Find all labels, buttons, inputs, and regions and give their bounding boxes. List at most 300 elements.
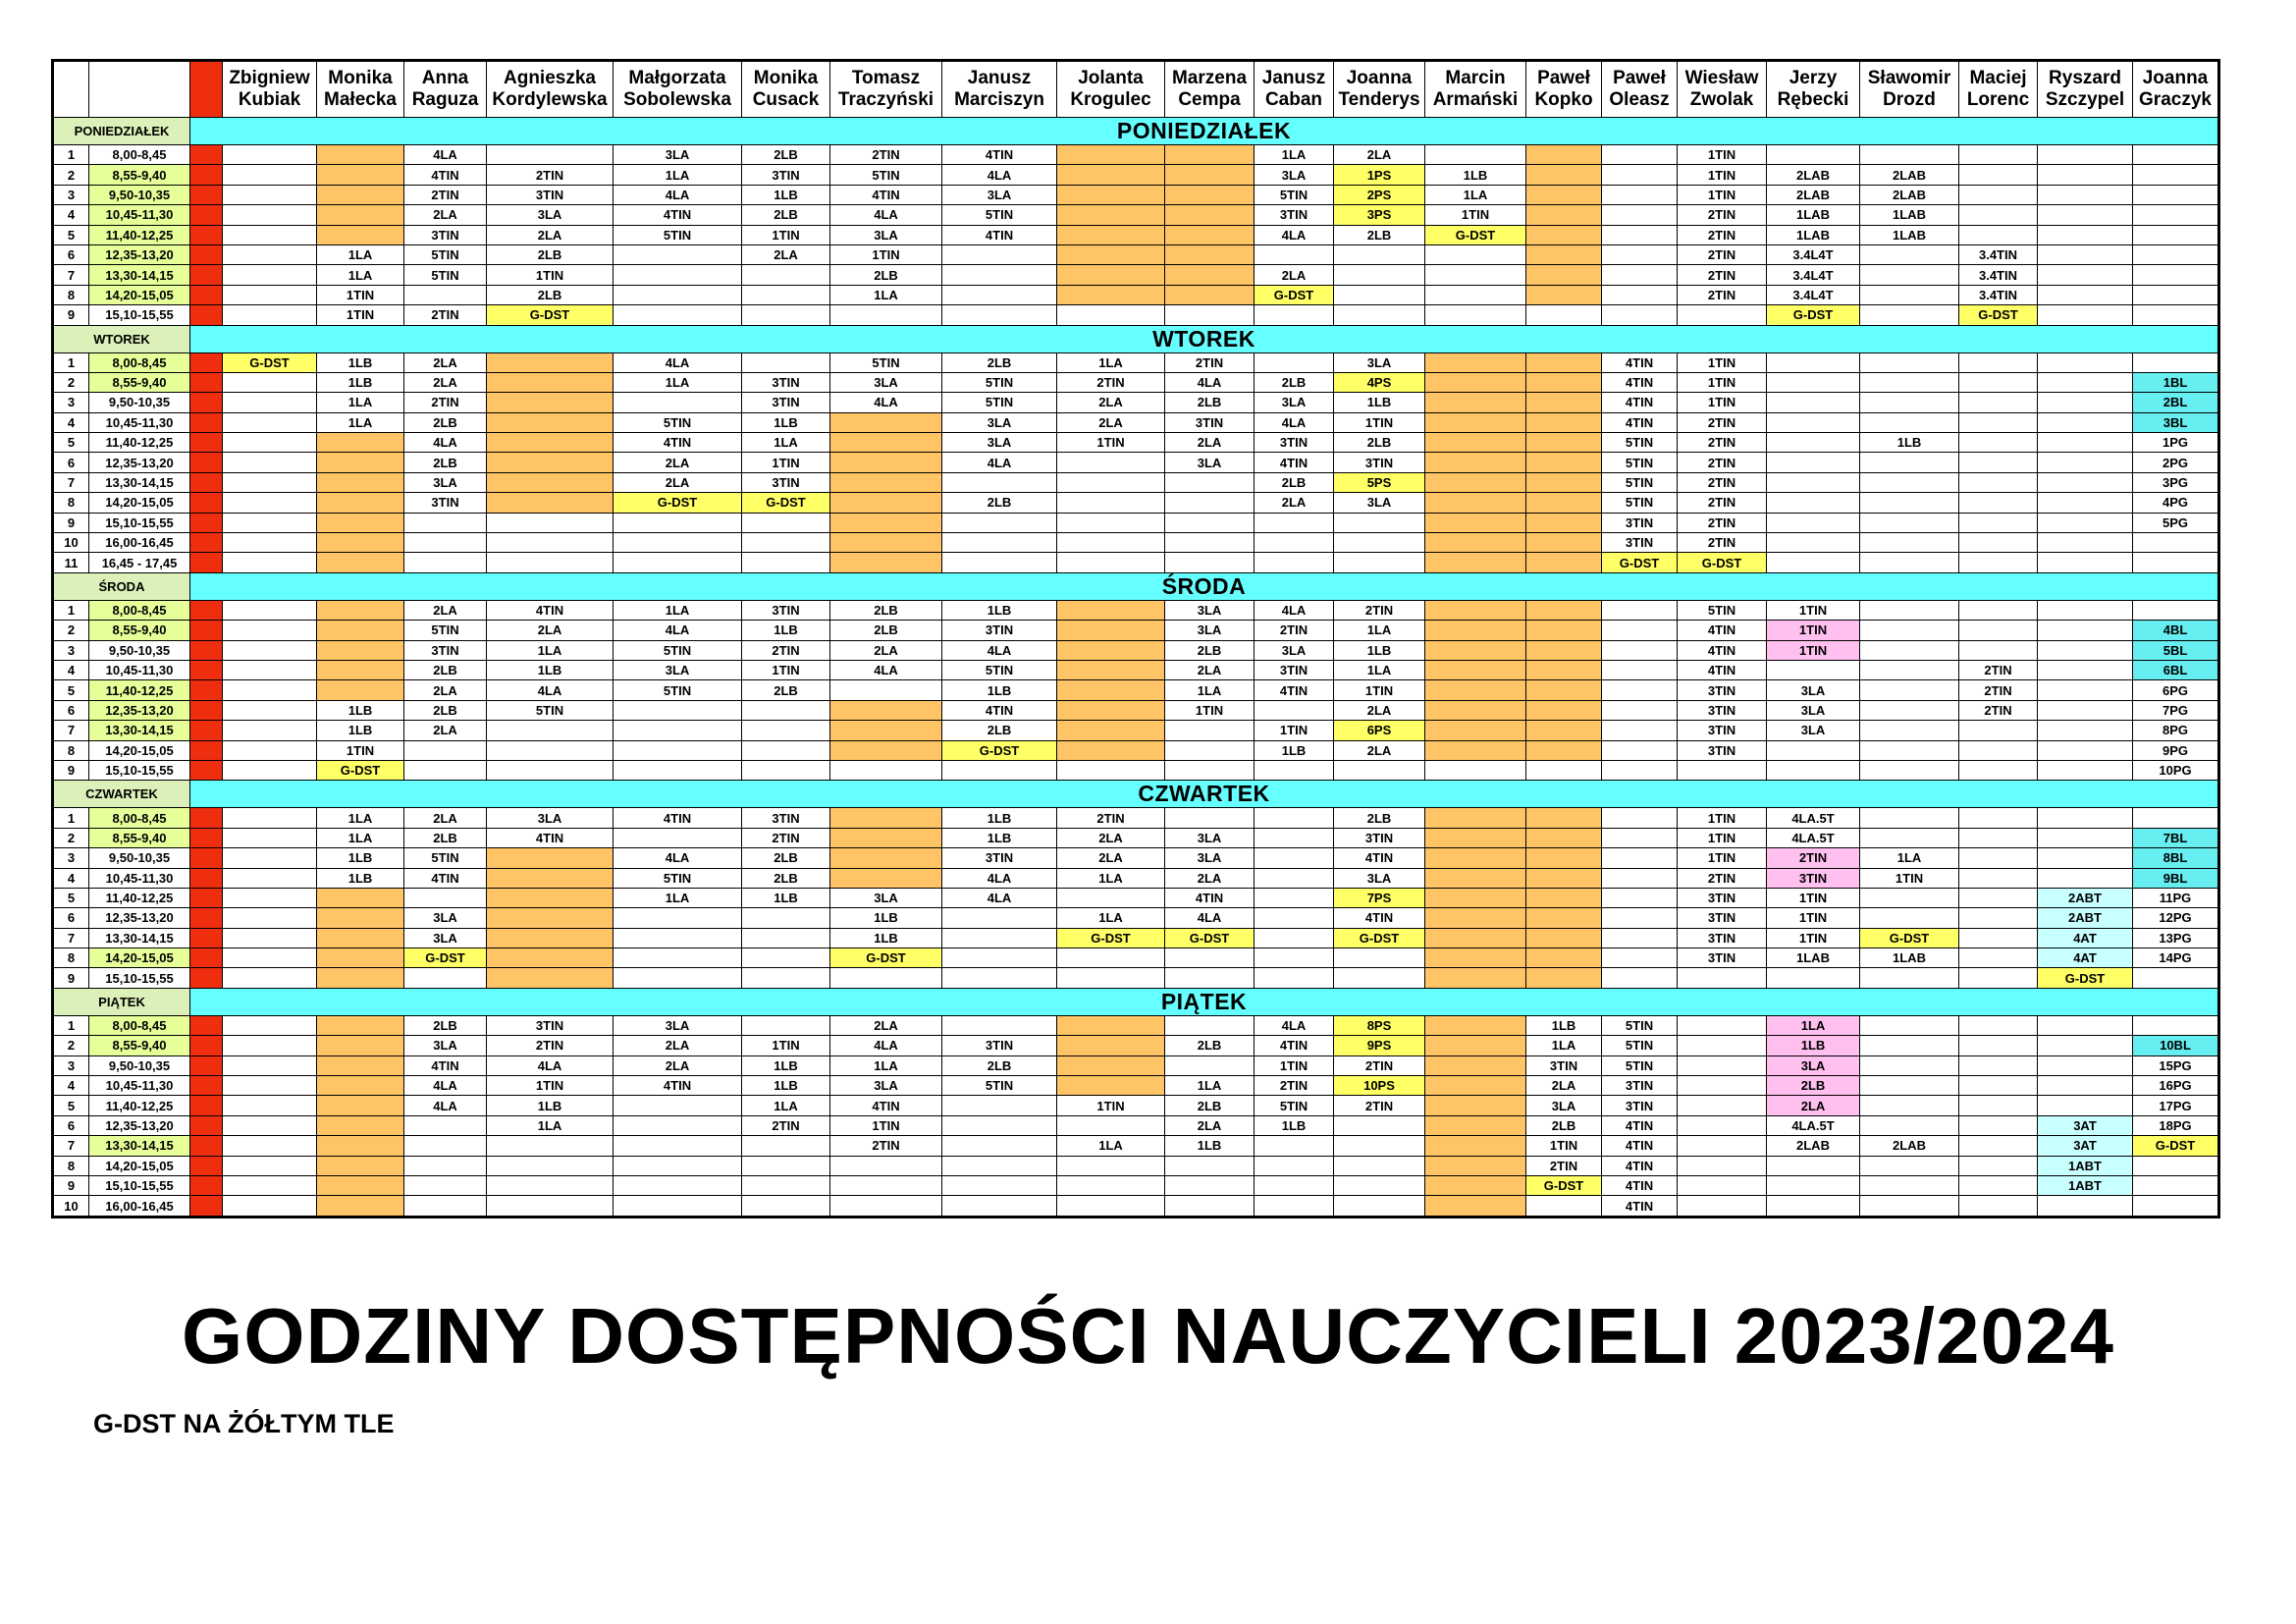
lesson-number: 1 [53, 352, 89, 372]
schedule-cell: 2LB [404, 660, 487, 679]
schedule-cell: 4PG [2133, 493, 2219, 513]
day-banner: ŚRODA [190, 572, 2219, 600]
schedule-cell: G-DST [223, 352, 317, 372]
schedule-cell: G-DST [2038, 968, 2133, 988]
schedule-cell: 5TIN [830, 165, 942, 185]
schedule-cell: 4TIN [614, 433, 742, 453]
lesson-time: 10,45-11,30 [89, 660, 190, 679]
table-row [53, 1196, 2219, 1217]
schedule-cell: 2LA [404, 372, 487, 392]
lesson-number: 3 [53, 185, 89, 204]
schedule-cell: 4LA [942, 165, 1057, 185]
teacher-last-name: Cusack [752, 89, 820, 110]
table-row [53, 453, 2219, 472]
schedule-cell: 3LA [614, 145, 742, 165]
schedule-cell [1959, 205, 2038, 225]
schedule-cell: 1LB [942, 828, 1057, 847]
schedule-cell [1526, 640, 1602, 660]
lesson-time: 11,40-12,25 [89, 1096, 190, 1115]
schedule-cell: 4TIN [614, 1076, 742, 1096]
table-row [53, 305, 2219, 325]
schedule-cell: 1LB [1334, 393, 1425, 412]
schedule-cell: 2LB [742, 145, 830, 165]
corner-cell-time [89, 61, 190, 118]
schedule-cell [1425, 433, 1526, 453]
schedule-cell [223, 513, 317, 532]
schedule-cell: 3LA [942, 185, 1057, 204]
schedule-cell [2133, 968, 2219, 988]
schedule-cell: 2TIN [1057, 372, 1165, 392]
schedule-cell [404, 553, 487, 572]
schedule-cell: 3LA [1526, 1096, 1602, 1115]
day-banner: WTOREK [190, 325, 2219, 352]
schedule-cell [1959, 553, 2038, 572]
table-row [53, 1175, 2219, 1195]
schedule-cell [487, 493, 614, 513]
schedule-cell: 4TIN [1602, 412, 1678, 432]
schedule-cell [1057, 553, 1165, 572]
schedule-cell [2133, 600, 2219, 620]
schedule-cell [614, 393, 742, 412]
schedule-cell [1526, 145, 1602, 165]
schedule-cell [2038, 1056, 2133, 1075]
lesson-number: 6 [53, 244, 89, 264]
schedule-cell [1959, 453, 2038, 472]
schedule-cell: 4LA [942, 640, 1057, 660]
teacher-first-name: Ryszard [2049, 68, 2121, 88]
schedule-cell [742, 305, 830, 325]
schedule-cell [1057, 513, 1165, 532]
schedule-cell [614, 1136, 742, 1156]
schedule-cell [1526, 372, 1602, 392]
table-row [53, 185, 2219, 204]
schedule-cell [223, 285, 317, 304]
schedule-cell [942, 553, 1057, 572]
schedule-cell [1165, 225, 1255, 244]
schedule-cell: 4TIN [1165, 888, 1255, 907]
schedule-cell [1767, 533, 1860, 553]
red-marker-cell [190, 1015, 223, 1035]
schedule-cell [942, 968, 1057, 988]
schedule-cell: 1LA [1165, 680, 1255, 700]
schedule-cell: 3PG [2133, 472, 2219, 492]
schedule-cell [223, 828, 317, 847]
schedule-cell: 3.4TIN [1959, 285, 2038, 304]
lesson-time: 8,00-8,45 [89, 145, 190, 165]
schedule-cell: 2TIN [487, 165, 614, 185]
schedule-cell [1425, 888, 1526, 907]
schedule-cell [2038, 640, 2133, 660]
red-marker-cell [190, 760, 223, 780]
schedule-cell [1959, 848, 2038, 868]
schedule-cell: 3LA [942, 412, 1057, 432]
schedule-cell: 1PG [2133, 433, 2219, 453]
teacher-first-name: Janusz [967, 68, 1032, 88]
schedule-cell [614, 928, 742, 947]
schedule-cell [614, 968, 742, 988]
schedule-cell: 2TIN [1678, 244, 1767, 264]
schedule-cell [404, 1156, 487, 1175]
schedule-cell: 9PS [1334, 1036, 1425, 1056]
schedule-cell: 1LA [317, 412, 404, 432]
schedule-cell [223, 433, 317, 453]
lesson-time: 13,30-14,15 [89, 721, 190, 740]
schedule-cell [614, 740, 742, 760]
schedule-cell: 2LB [830, 265, 942, 285]
schedule-cell: 2LB [487, 285, 614, 304]
schedule-cell: 2ABT [2038, 888, 2133, 907]
schedule-cell [2133, 352, 2219, 372]
schedule-cell [1526, 185, 1602, 204]
schedule-cell: 2TIN [1959, 700, 2038, 720]
schedule-cell [614, 908, 742, 928]
schedule-cell [1959, 740, 2038, 760]
schedule-cell: G-DST [1602, 553, 1678, 572]
schedule-cell [1959, 928, 2038, 947]
schedule-cell [1334, 244, 1425, 264]
schedule-cell [1678, 1076, 1767, 1096]
schedule-cell: 1LB [742, 621, 830, 640]
red-marker-cell [190, 185, 223, 204]
teacher-last-name: Kubiak [238, 89, 301, 110]
schedule-cell: 2TIN [830, 1136, 942, 1156]
schedule-cell [223, 760, 317, 780]
schedule-cell [1425, 1115, 1526, 1135]
schedule-cell [223, 1076, 317, 1096]
schedule-cell [487, 513, 614, 532]
schedule-cell: 1LB [742, 888, 830, 907]
schedule-cell: 4TIN [1602, 393, 1678, 412]
teacher-last-name: Kordylewska [492, 89, 608, 110]
schedule-cell [1767, 393, 1860, 412]
schedule-cell [487, 553, 614, 572]
teacher-last-name: Drozd [1883, 89, 1936, 110]
schedule-cell [942, 1115, 1057, 1135]
schedule-cell [1860, 265, 1959, 285]
schedule-cell: 5TIN [942, 660, 1057, 679]
schedule-cell: 3TIN [942, 1036, 1057, 1056]
schedule-cell [742, 740, 830, 760]
schedule-cell [1526, 721, 1602, 740]
schedule-cell [1860, 453, 1959, 472]
schedule-cell [317, 888, 404, 907]
red-marker-cell [190, 372, 223, 392]
schedule-cell [1860, 721, 1959, 740]
lesson-time: 8,00-8,45 [89, 352, 190, 372]
red-marker-cell [190, 453, 223, 472]
schedule-cell [1959, 721, 2038, 740]
schedule-cell: 1TIN [1678, 372, 1767, 392]
schedule-cell [1959, 828, 2038, 847]
schedule-cell: 3.4L4T [1767, 244, 1860, 264]
schedule-cell [942, 305, 1057, 325]
schedule-cell [942, 285, 1057, 304]
schedule-cell [1959, 1036, 2038, 1056]
schedule-cell: 3.4L4T [1767, 285, 1860, 304]
table-row [53, 1015, 2219, 1035]
schedule-cell: 3LA [614, 1015, 742, 1035]
schedule-cell: 4TIN [614, 808, 742, 828]
lesson-number: 8 [53, 1156, 89, 1175]
schedule-cell [1255, 928, 1334, 947]
lesson-time: 13,30-14,15 [89, 1136, 190, 1156]
table-row [53, 848, 2219, 868]
schedule-cell: 3LA [1255, 393, 1334, 412]
schedule-cell [2133, 553, 2219, 572]
schedule-cell [487, 412, 614, 432]
schedule-cell [1057, 472, 1165, 492]
lesson-number: 2 [53, 1036, 89, 1056]
schedule-cell: 4TIN [487, 600, 614, 620]
table-row [53, 760, 2219, 780]
schedule-cell: 2TIN [1678, 225, 1767, 244]
schedule-cell: 3LA [1255, 165, 1334, 185]
schedule-cell: 5TIN [1255, 185, 1334, 204]
schedule-cell [1678, 1136, 1767, 1156]
schedule-cell [1255, 908, 1334, 928]
schedule-cell [1959, 533, 2038, 553]
lesson-number: 1 [53, 1015, 89, 1035]
schedule-cell: 1LB [317, 352, 404, 372]
schedule-cell: 1TIN [1678, 165, 1767, 185]
schedule-cell [1959, 1136, 2038, 1156]
lesson-time: 9,50-10,35 [89, 185, 190, 204]
schedule-cell [942, 1175, 1057, 1195]
schedule-cell [614, 1196, 742, 1217]
schedule-cell [487, 948, 614, 968]
lesson-time: 10,45-11,30 [89, 412, 190, 432]
lesson-time: 12,35-13,20 [89, 700, 190, 720]
schedule-cell: 2TIN [1678, 493, 1767, 513]
lesson-number: 5 [53, 433, 89, 453]
schedule-cell: 3LA [1165, 600, 1255, 620]
schedule-cell [614, 948, 742, 968]
schedule-cell [1165, 808, 1255, 828]
schedule-cell [1425, 1096, 1526, 1115]
lesson-time: 10,45-11,30 [89, 868, 190, 888]
schedule-cell [1425, 948, 1526, 968]
schedule-cell: 1TIN [1678, 352, 1767, 372]
teacher-first-name: Wiesław [1684, 68, 1759, 88]
schedule-cell: 4LA.5T [1767, 1115, 1860, 1135]
schedule-cell [1334, 968, 1425, 988]
schedule-cell [1860, 472, 1959, 492]
schedule-cell [223, 472, 317, 492]
schedule-cell: 2LA [1057, 412, 1165, 432]
schedule-cell [1425, 1175, 1526, 1195]
schedule-cell [1860, 600, 1959, 620]
schedule-cell [1678, 1015, 1767, 1035]
lesson-time: 12,35-13,20 [89, 1115, 190, 1135]
teacher-last-name: Cempa [1178, 89, 1241, 110]
schedule-cell [1860, 145, 1959, 165]
schedule-cell: 4TIN [1602, 372, 1678, 392]
schedule-cell: 5TIN [404, 621, 487, 640]
schedule-cell: 1LA [1165, 1076, 1255, 1096]
schedule-cell: 1LA [1057, 868, 1165, 888]
schedule-cell [1959, 1015, 2038, 1035]
schedule-cell: 3LA [1334, 493, 1425, 513]
schedule-cell [742, 760, 830, 780]
schedule-cell [2038, 493, 2133, 513]
schedule-cell [223, 1136, 317, 1156]
lesson-number: 8 [53, 740, 89, 760]
schedule-cell: 14PG [2133, 948, 2219, 968]
teacher-first-name: Jolanta [1078, 68, 1144, 88]
schedule-cell [1425, 352, 1526, 372]
schedule-cell [1526, 621, 1602, 640]
schedule-cell [1959, 1196, 2038, 1217]
schedule-cell [223, 185, 317, 204]
schedule-cell [317, 472, 404, 492]
schedule-cell: 2LA [830, 640, 942, 660]
schedule-cell [1959, 948, 2038, 968]
lesson-number: 5 [53, 225, 89, 244]
lesson-number: 9 [53, 513, 89, 532]
table-row [53, 1096, 2219, 1115]
schedule-cell [1526, 968, 1602, 988]
schedule-cell [317, 908, 404, 928]
schedule-cell: 2LB [1165, 1036, 1255, 1056]
schedule-cell [830, 453, 942, 472]
schedule-cell: 1LAB [1767, 225, 1860, 244]
lesson-number: 2 [53, 165, 89, 185]
schedule-cell [830, 533, 942, 553]
schedule-cell [1255, 244, 1334, 264]
lesson-time: 16,00-16,45 [89, 533, 190, 553]
red-marker-cell [190, 740, 223, 760]
schedule-cell: 2LAB [1767, 185, 1860, 204]
schedule-cell: G-DST [1860, 928, 1959, 947]
lesson-time: 13,30-14,15 [89, 265, 190, 285]
schedule-cell: 1LB [317, 372, 404, 392]
lesson-number: 1 [53, 145, 89, 165]
schedule-cell: G-DST [1255, 285, 1334, 304]
schedule-cell: 5TIN [614, 412, 742, 432]
schedule-cell: 3LA [1165, 453, 1255, 472]
schedule-cell: 2LA [614, 1036, 742, 1056]
schedule-cell: 1LB [317, 868, 404, 888]
schedule-cell: 1LB [1526, 1015, 1602, 1035]
schedule-cell [1165, 533, 1255, 553]
schedule-cell: 3TIN [1526, 1056, 1602, 1075]
schedule-cell [1602, 888, 1678, 907]
schedule-cell: 1LB [942, 600, 1057, 620]
schedule-cell: 4TIN [487, 828, 614, 847]
schedule-cell: G-DST [830, 948, 942, 968]
schedule-cell [404, 1196, 487, 1217]
schedule-cell: 4TIN [1602, 1196, 1678, 1217]
schedule-cell [742, 928, 830, 947]
schedule-cell: G-DST [2133, 1136, 2219, 1156]
schedule-cell [223, 145, 317, 165]
schedule-cell: 3TIN [742, 372, 830, 392]
table-row [53, 265, 2219, 285]
schedule-cell [223, 165, 317, 185]
schedule-cell [1678, 1096, 1767, 1115]
schedule-cell [404, 1175, 487, 1195]
teacher-first-name: Janusz [1261, 68, 1326, 88]
schedule-cell: 10PS [1334, 1076, 1425, 1096]
schedule-cell: 2LAB [1767, 165, 1860, 185]
schedule-cell: 3TIN [742, 472, 830, 492]
schedule-cell [2038, 721, 2133, 740]
schedule-cell [1057, 493, 1165, 513]
schedule-cell [1334, 513, 1425, 532]
lesson-number: 3 [53, 1056, 89, 1075]
lesson-number: 9 [53, 760, 89, 780]
schedule-cell [1255, 553, 1334, 572]
day-header-row [53, 781, 2219, 808]
schedule-cell: 3TIN [1602, 533, 1678, 553]
red-marker-cell [190, 640, 223, 660]
schedule-cell [1057, 165, 1165, 185]
schedule-cell: 4TIN [830, 1096, 942, 1115]
schedule-cell [1057, 285, 1165, 304]
schedule-cell: 1TIN [1678, 808, 1767, 828]
schedule-cell [1165, 760, 1255, 780]
lesson-time: 15,10-15,55 [89, 513, 190, 532]
table-row [53, 721, 2219, 740]
teacher-first-name: Joanna [1346, 68, 1413, 88]
schedule-cell: 11PG [2133, 888, 2219, 907]
lesson-time: 12,35-13,20 [89, 453, 190, 472]
schedule-cell [1057, 205, 1165, 225]
schedule-cell [2038, 265, 2133, 285]
schedule-cell: 2TIN [1678, 472, 1767, 492]
schedule-cell: G-DST [1165, 928, 1255, 947]
schedule-cell: 1LA [830, 1056, 942, 1075]
schedule-cell: 2PG [2133, 453, 2219, 472]
schedule-cell: 3TIN [742, 808, 830, 828]
schedule-cell [1526, 393, 1602, 412]
lesson-time: 11,40-12,25 [89, 888, 190, 907]
red-marker-cell [190, 1036, 223, 1056]
schedule-cell [2133, 533, 2219, 553]
lesson-time: 14,20-15,05 [89, 948, 190, 968]
schedule-cell: 3TIN [1255, 205, 1334, 225]
day-header-row [53, 988, 2219, 1015]
schedule-cell [1057, 621, 1165, 640]
schedule-cell: 1LA [742, 1096, 830, 1115]
schedule-cell [317, 640, 404, 660]
schedule-cell [317, 1196, 404, 1217]
table-row [53, 244, 2219, 264]
schedule-cell [1602, 640, 1678, 660]
schedule-cell [2038, 165, 2133, 185]
teacher-last-name: Krogulec [1070, 89, 1151, 110]
schedule-cell: 5TIN [1602, 1015, 1678, 1035]
schedule-cell: 1TIN [1057, 1096, 1165, 1115]
table-row [53, 888, 2219, 907]
schedule-cell [1334, 285, 1425, 304]
red-marker-cell [190, 145, 223, 165]
schedule-cell [1425, 393, 1526, 412]
schedule-cell [1165, 165, 1255, 185]
schedule-cell [2133, 244, 2219, 264]
schedule-cell [1860, 412, 1959, 432]
schedule-cell [223, 600, 317, 620]
schedule-cell [830, 472, 942, 492]
schedule-cell: 2TIN [1057, 808, 1165, 828]
schedule-cell: 1LB [487, 660, 614, 679]
schedule-cell: 2LB [942, 352, 1057, 372]
lesson-time: 14,20-15,05 [89, 285, 190, 304]
schedule-cell [223, 868, 317, 888]
schedule-cell: 2TIN [1678, 412, 1767, 432]
schedule-cell [1255, 888, 1334, 907]
schedule-cell [2038, 808, 2133, 828]
